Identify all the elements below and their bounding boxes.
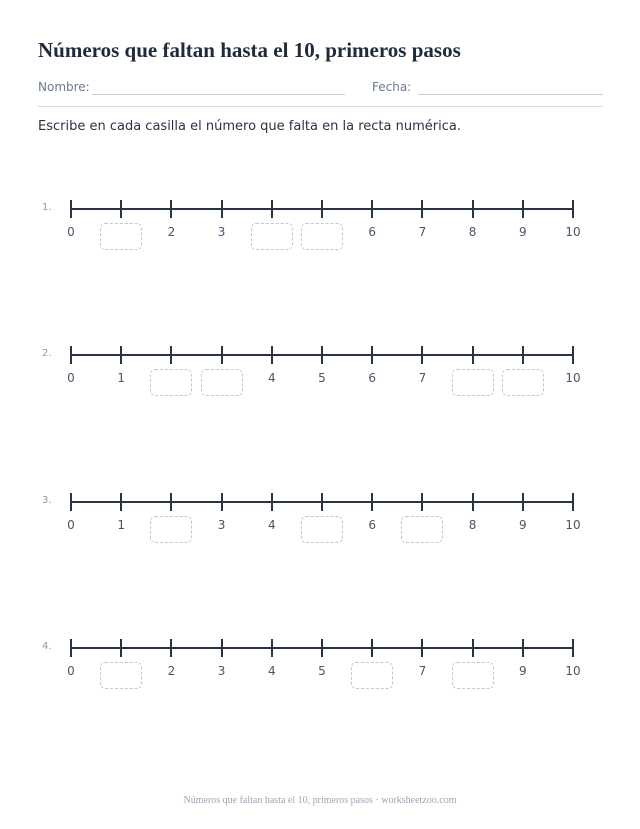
tick-mark bbox=[472, 639, 474, 657]
tick-mark bbox=[221, 346, 223, 364]
tick-label: 8 bbox=[468, 518, 477, 532]
tick-label: 10 bbox=[565, 371, 581, 385]
answer-box[interactable] bbox=[502, 369, 544, 396]
problem-number: 2. bbox=[42, 348, 52, 359]
tick-mark bbox=[371, 346, 373, 364]
answer-box[interactable] bbox=[452, 369, 494, 396]
header-divider bbox=[38, 106, 603, 107]
name-label: Nombre: bbox=[38, 80, 90, 94]
answer-box[interactable] bbox=[100, 662, 142, 689]
tick-mark bbox=[120, 200, 122, 218]
tick-label: 3 bbox=[217, 225, 226, 239]
tick-mark bbox=[472, 493, 474, 511]
answer-box[interactable] bbox=[251, 223, 293, 250]
number-line-problem bbox=[0, 348, 640, 414]
tick-label: 4 bbox=[267, 664, 276, 678]
tick-label: 6 bbox=[368, 371, 376, 385]
answer-box[interactable] bbox=[452, 662, 494, 689]
tick-label: 0 bbox=[67, 225, 75, 239]
worksheet-title: Números que faltan hasta el 10, primeros pasos bbox=[38, 38, 461, 62]
tick-mark bbox=[421, 200, 423, 218]
tick-mark bbox=[522, 200, 524, 218]
date-line bbox=[418, 94, 603, 95]
instructions: Escribe en cada casilla el número que falta en la recta numérica. bbox=[38, 119, 461, 134]
tick-mark bbox=[522, 493, 524, 511]
tick-mark bbox=[321, 200, 323, 218]
tick-label: 9 bbox=[518, 664, 527, 678]
tick-mark bbox=[572, 346, 574, 364]
number-line-problem bbox=[0, 202, 640, 268]
answer-box[interactable] bbox=[301, 516, 343, 543]
tick-mark bbox=[321, 493, 323, 511]
tick-label: 1 bbox=[117, 371, 125, 385]
tick-label: 7 bbox=[418, 225, 427, 239]
tick-label: 10 bbox=[565, 225, 581, 239]
tick-mark bbox=[271, 639, 273, 657]
number-line-problem bbox=[0, 641, 640, 707]
tick-label: 5 bbox=[318, 664, 326, 678]
answer-box[interactable] bbox=[150, 369, 192, 396]
tick-label: 2 bbox=[167, 225, 176, 239]
problem-number: 3. bbox=[42, 495, 52, 506]
tick-label: 8 bbox=[468, 225, 477, 239]
tick-label: 9 bbox=[518, 518, 527, 532]
answer-box[interactable] bbox=[401, 516, 443, 543]
answer-box[interactable] bbox=[100, 223, 142, 250]
tick-mark bbox=[572, 639, 574, 657]
tick-mark bbox=[572, 493, 574, 511]
tick-mark bbox=[170, 493, 172, 511]
tick-mark bbox=[421, 493, 423, 511]
tick-label: 3 bbox=[217, 664, 226, 678]
tick-mark bbox=[170, 346, 172, 364]
tick-mark bbox=[221, 639, 223, 657]
tick-mark bbox=[522, 346, 524, 364]
tick-mark bbox=[221, 493, 223, 511]
tick-mark bbox=[120, 493, 122, 511]
tick-mark bbox=[271, 346, 273, 364]
tick-mark bbox=[221, 200, 223, 218]
tick-mark bbox=[70, 200, 72, 218]
tick-mark bbox=[170, 639, 172, 657]
tick-mark bbox=[572, 200, 574, 218]
tick-label: 5 bbox=[318, 371, 326, 385]
tick-mark bbox=[271, 200, 273, 218]
tick-mark bbox=[371, 493, 373, 511]
answer-box[interactable] bbox=[201, 369, 243, 396]
answer-box[interactable] bbox=[351, 662, 393, 689]
tick-label: 6 bbox=[368, 518, 376, 532]
tick-label: 2 bbox=[167, 664, 176, 678]
tick-mark bbox=[70, 639, 72, 657]
answer-box[interactable] bbox=[150, 516, 192, 543]
tick-mark bbox=[70, 493, 72, 511]
problem-number: 4. bbox=[42, 641, 52, 652]
tick-mark bbox=[371, 639, 373, 657]
tick-label: 0 bbox=[67, 518, 75, 532]
tick-label: 1 bbox=[117, 518, 125, 532]
tick-mark bbox=[170, 200, 172, 218]
tick-mark bbox=[421, 346, 423, 364]
number-line-problem bbox=[0, 495, 640, 561]
tick-mark bbox=[120, 346, 122, 364]
tick-label: 4 bbox=[267, 518, 276, 532]
tick-mark bbox=[321, 346, 323, 364]
tick-label: 7 bbox=[418, 371, 427, 385]
tick-label: 10 bbox=[565, 518, 581, 532]
tick-mark bbox=[522, 639, 524, 657]
footer: Números que faltan hasta el 10, primeros pasos · worksheetzoo.com bbox=[183, 795, 457, 806]
name-line bbox=[92, 94, 345, 95]
tick-label: 3 bbox=[217, 518, 226, 532]
tick-label: 0 bbox=[67, 664, 75, 678]
tick-mark bbox=[321, 639, 323, 657]
tick-label: 9 bbox=[518, 225, 527, 239]
tick-label: 7 bbox=[418, 664, 427, 678]
tick-label: 10 bbox=[565, 664, 581, 678]
tick-mark bbox=[371, 200, 373, 218]
answer-box[interactable] bbox=[301, 223, 343, 250]
tick-mark bbox=[271, 493, 273, 511]
tick-mark bbox=[70, 346, 72, 364]
tick-mark bbox=[421, 639, 423, 657]
tick-label: 6 bbox=[368, 225, 376, 239]
problem-number: 1. bbox=[42, 202, 52, 213]
tick-label: 4 bbox=[267, 371, 276, 385]
tick-mark bbox=[472, 200, 474, 218]
date-label: Fecha: bbox=[372, 80, 412, 94]
tick-label: 0 bbox=[67, 371, 75, 385]
tick-mark bbox=[472, 346, 474, 364]
tick-mark bbox=[120, 639, 122, 657]
